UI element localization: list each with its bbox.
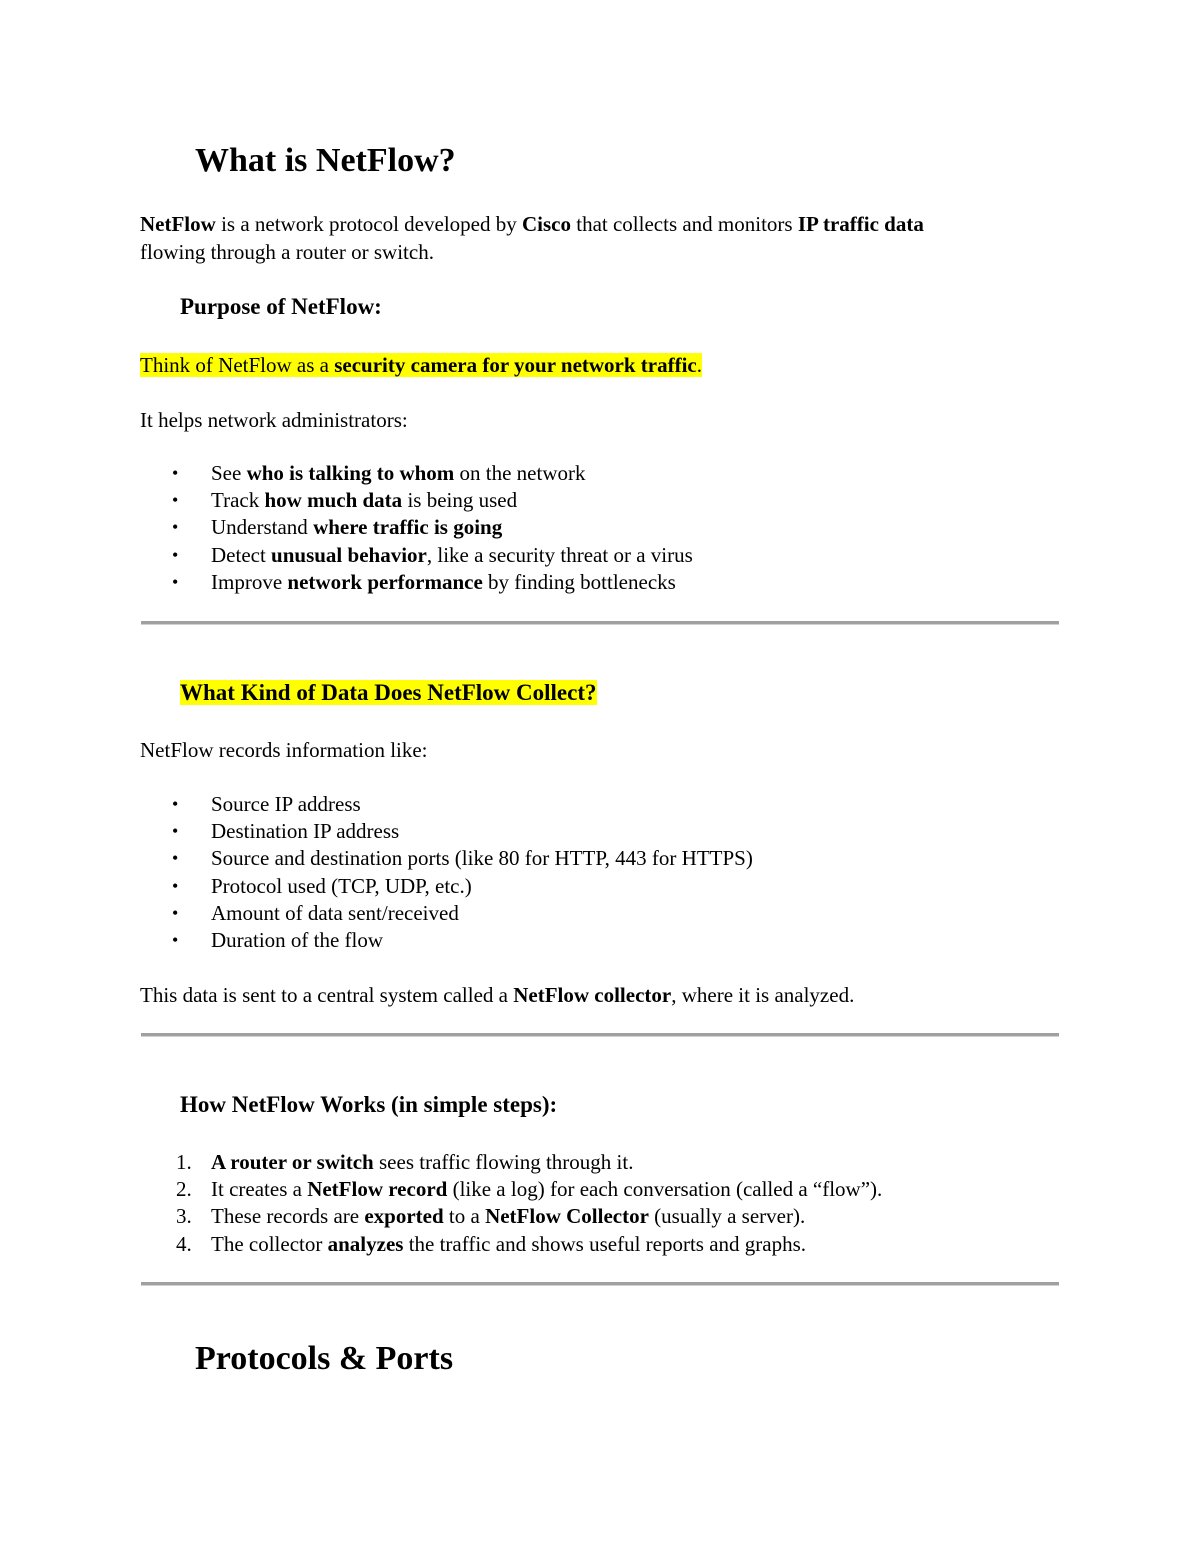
netflow-term: NetFlow [140,212,216,236]
intro-paragraph-line1 [140,210,924,238]
step-text: (usually a server). [648,1204,806,1229]
item-text-pre: Track [211,488,265,513]
bullet-icon: • [172,848,179,869]
bullet-icon: • [172,821,179,842]
step-item [140,1231,882,1258]
step-item [140,1203,882,1230]
item-text-bold: where traffic is going [313,515,503,540]
step-text: (like a log) for each conversation (called a “flow”). [447,1177,883,1202]
step-item [140,1149,882,1176]
list-item [140,927,753,954]
item-text-pre: Improve [211,569,288,594]
horizontal-rule [141,1282,1059,1286]
list-item [140,791,753,818]
page-title: What is NetFlow? [195,142,456,179]
item-text: Source and destination ports (like 80 for HTTP, 443 for HTTPS) [211,846,753,871]
purpose-text-b: . [696,353,703,377]
bullet-icon: • [172,794,179,814]
step-text-bold: NetFlow record [307,1177,448,1202]
item-text-bold: network performance [287,569,483,594]
list-item [140,845,753,872]
highlight [140,353,702,377]
horizontal-rule [141,621,1059,625]
steps-heading: How NetFlow Works (in simple steps): [180,1092,558,1117]
list-item [140,569,693,596]
step-text: It creates a [211,1177,308,1202]
item-text-post: on the network [454,461,586,485]
horizontal-rule [141,1033,1059,1037]
helps-intro: It helps network administrators: [140,408,408,432]
netflow-collector-term: NetFlow collector [513,983,672,1007]
bullet-icon: • [172,463,179,483]
step-text: to a [443,1204,486,1229]
item-text-post: by finding bottlenecks [482,569,676,594]
records-intro: NetFlow records information like: [140,738,428,762]
item-text: Protocol used (TCP, UDP, etc.) [211,873,472,898]
purpose-text-a: Think of NetFlow as a [140,353,335,377]
intro-paragraph-line2: flowing through a router or switch. [140,240,434,264]
item-text-post: , like a security threat or a virus [426,542,693,567]
item-text: Duration of the flow [211,927,384,952]
ip-traffic-term: IP traffic data [797,212,924,236]
item-text: Destination IP address [211,819,400,844]
item-text: Source IP address [211,792,361,816]
cisco-term: Cisco [521,212,571,236]
item-text-post: is being used [402,488,518,513]
list-item [140,818,753,845]
item-text-bold: unusual behavior [271,542,427,567]
security-camera-term: security camera for your network traffic [334,353,697,377]
bullet-icon: • [172,544,179,565]
list-item [140,542,693,569]
step-text-bold: A router or switch [211,1150,374,1174]
step-number: 3. [176,1204,192,1229]
bullet-icon: • [172,571,179,592]
item-text-bold: how much data [264,488,403,513]
step-number: 4. [176,1231,192,1256]
helps-list [140,460,693,596]
step-item [140,1176,882,1203]
list-item [140,514,693,541]
step-text: These records are [211,1204,365,1229]
records-list [140,791,753,954]
purpose-highlight-line [140,351,702,379]
list-item [140,487,693,514]
bullet-icon: • [172,929,179,950]
intro-text-a: is a network protocol developed by [215,212,522,236]
step-text: the traffic and shows useful reports and graphs. [403,1231,807,1256]
list-item [140,460,693,487]
item-text-bold: who is talking to whom [246,461,455,485]
collector-line [140,981,854,1009]
item-text: Amount of data sent/received [211,900,459,925]
item-text-pre: Understand [211,515,314,540]
bullet-icon: • [172,902,179,923]
step-text-bold: NetFlow Collector [485,1204,649,1229]
item-text-pre: Detect [211,542,272,567]
data-heading [180,680,597,706]
purpose-heading: Purpose of NetFlow: [180,294,382,319]
step-text: The collector [211,1231,328,1256]
bullet-icon: • [172,517,179,538]
bullet-icon: • [172,875,179,896]
step-text: sees traffic flowing through it. [373,1150,634,1174]
steps-list [140,1149,882,1258]
collector-text-b: , where it is analyzed. [671,983,855,1007]
item-text-pre: See [211,461,247,485]
step-text-bold: analyzes [327,1231,404,1256]
protocols-title: Protocols & Ports [195,1340,454,1377]
data-heading-text: What Kind of Data Does NetFlow Collect? [180,680,597,705]
list-item [140,873,753,900]
step-number: 2. [176,1177,192,1202]
list-item [140,900,753,927]
intro-text-b: that collects and monitors [570,212,798,236]
step-text-bold: exported [364,1204,444,1229]
step-number: 1. [176,1150,192,1174]
bullet-icon: • [172,490,179,511]
collector-text-a: This data is sent to a central system called a [140,983,514,1007]
